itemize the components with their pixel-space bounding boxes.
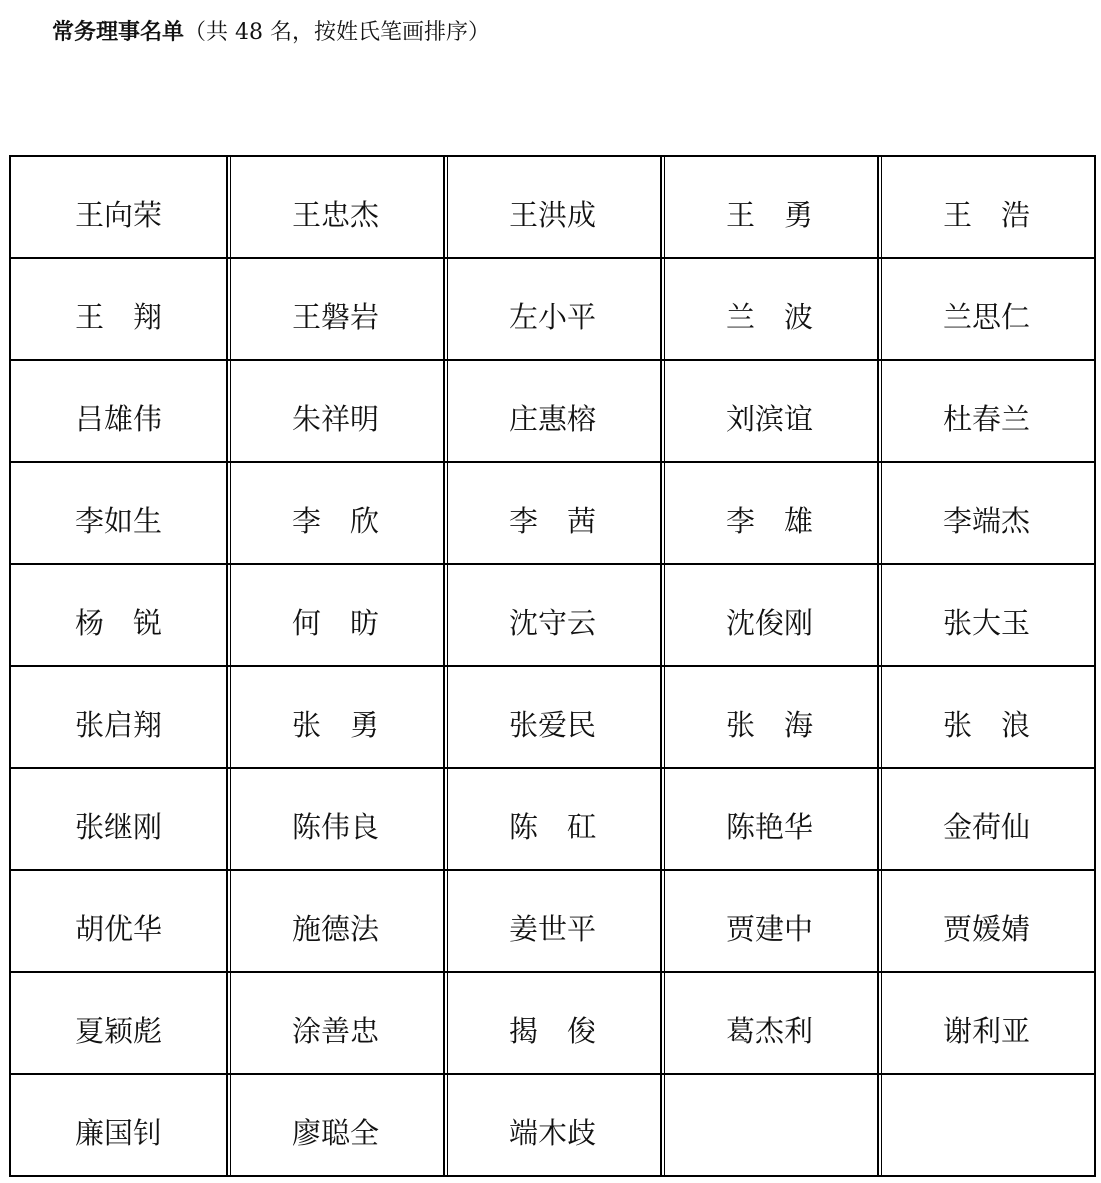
name-cell: 刘滨谊 [662, 361, 879, 463]
name-cell: 沈守云 [445, 565, 662, 667]
name-cell: 张 海 [662, 667, 879, 769]
name-cell: 张大玉 [879, 565, 1096, 667]
table-row [11, 259, 1096, 361]
name-cell: 张 勇 [228, 667, 445, 769]
name-cell: 夏颖彪 [11, 973, 228, 1075]
name-cell: 李 茜 [445, 463, 662, 565]
name-cell: 端木歧 [445, 1075, 662, 1177]
name-cell: 吕雄伟 [11, 361, 228, 463]
name-cell: 涂善忠 [228, 973, 445, 1075]
name-cell: 陈艳华 [662, 769, 879, 871]
name-cell: 朱祥明 [228, 361, 445, 463]
title-note: （共 48 名，按姓氏笔画排序） [184, 20, 490, 45]
table-row [11, 463, 1096, 565]
name-cell: 廉国钊 [11, 1075, 228, 1177]
table-row [11, 871, 1096, 973]
name-cell: 谢利亚 [879, 973, 1096, 1075]
name-cell: 王磐岩 [228, 259, 445, 361]
name-cell: 沈俊刚 [662, 565, 879, 667]
name-cell: 张 浪 [879, 667, 1096, 769]
table-row [11, 361, 1096, 463]
name-cell: 杜春兰 [879, 361, 1096, 463]
name-cell: 李端杰 [879, 463, 1096, 565]
table-row [11, 565, 1096, 667]
empty-cell [879, 1075, 1096, 1177]
name-cell: 揭 俊 [445, 973, 662, 1075]
table-row [11, 769, 1096, 871]
name-cell: 廖聪全 [228, 1075, 445, 1177]
name-cell: 王 勇 [662, 157, 879, 259]
name-cell: 施德法 [228, 871, 445, 973]
name-cell: 李 欣 [228, 463, 445, 565]
name-cell: 庄惠榕 [445, 361, 662, 463]
name-cell: 陈伟良 [228, 769, 445, 871]
page-title [52, 14, 490, 50]
name-cell: 何 昉 [228, 565, 445, 667]
name-cell: 兰思仁 [879, 259, 1096, 361]
name-cell: 陈 矼 [445, 769, 662, 871]
name-cell: 贾建中 [662, 871, 879, 973]
name-cell: 葛杰利 [662, 973, 879, 1075]
title-main: 常务理事名单 [52, 19, 185, 45]
empty-cell [662, 1075, 879, 1177]
name-cell: 胡优华 [11, 871, 228, 973]
name-cell: 王 翔 [11, 259, 228, 361]
name-cell: 张启翔 [11, 667, 228, 769]
name-cell: 贾媛婧 [879, 871, 1096, 973]
name-cell: 王忠杰 [228, 157, 445, 259]
name-cell: 左小平 [445, 259, 662, 361]
name-cell: 姜世平 [445, 871, 662, 973]
name-cell: 张继刚 [11, 769, 228, 871]
name-cell: 王洪成 [445, 157, 662, 259]
table-row [11, 973, 1096, 1075]
member-table [9, 155, 1096, 1177]
name-cell: 王向荣 [11, 157, 228, 259]
name-cell: 李 雄 [662, 463, 879, 565]
table-row [11, 667, 1096, 769]
table-row [11, 1075, 1096, 1177]
name-cell: 金荷仙 [879, 769, 1096, 871]
name-cell: 李如生 [11, 463, 228, 565]
name-cell: 张爱民 [445, 667, 662, 769]
name-cell: 王 浩 [879, 157, 1096, 259]
name-cell: 杨 锐 [11, 565, 228, 667]
table-row [11, 157, 1096, 259]
name-cell: 兰 波 [662, 259, 879, 361]
